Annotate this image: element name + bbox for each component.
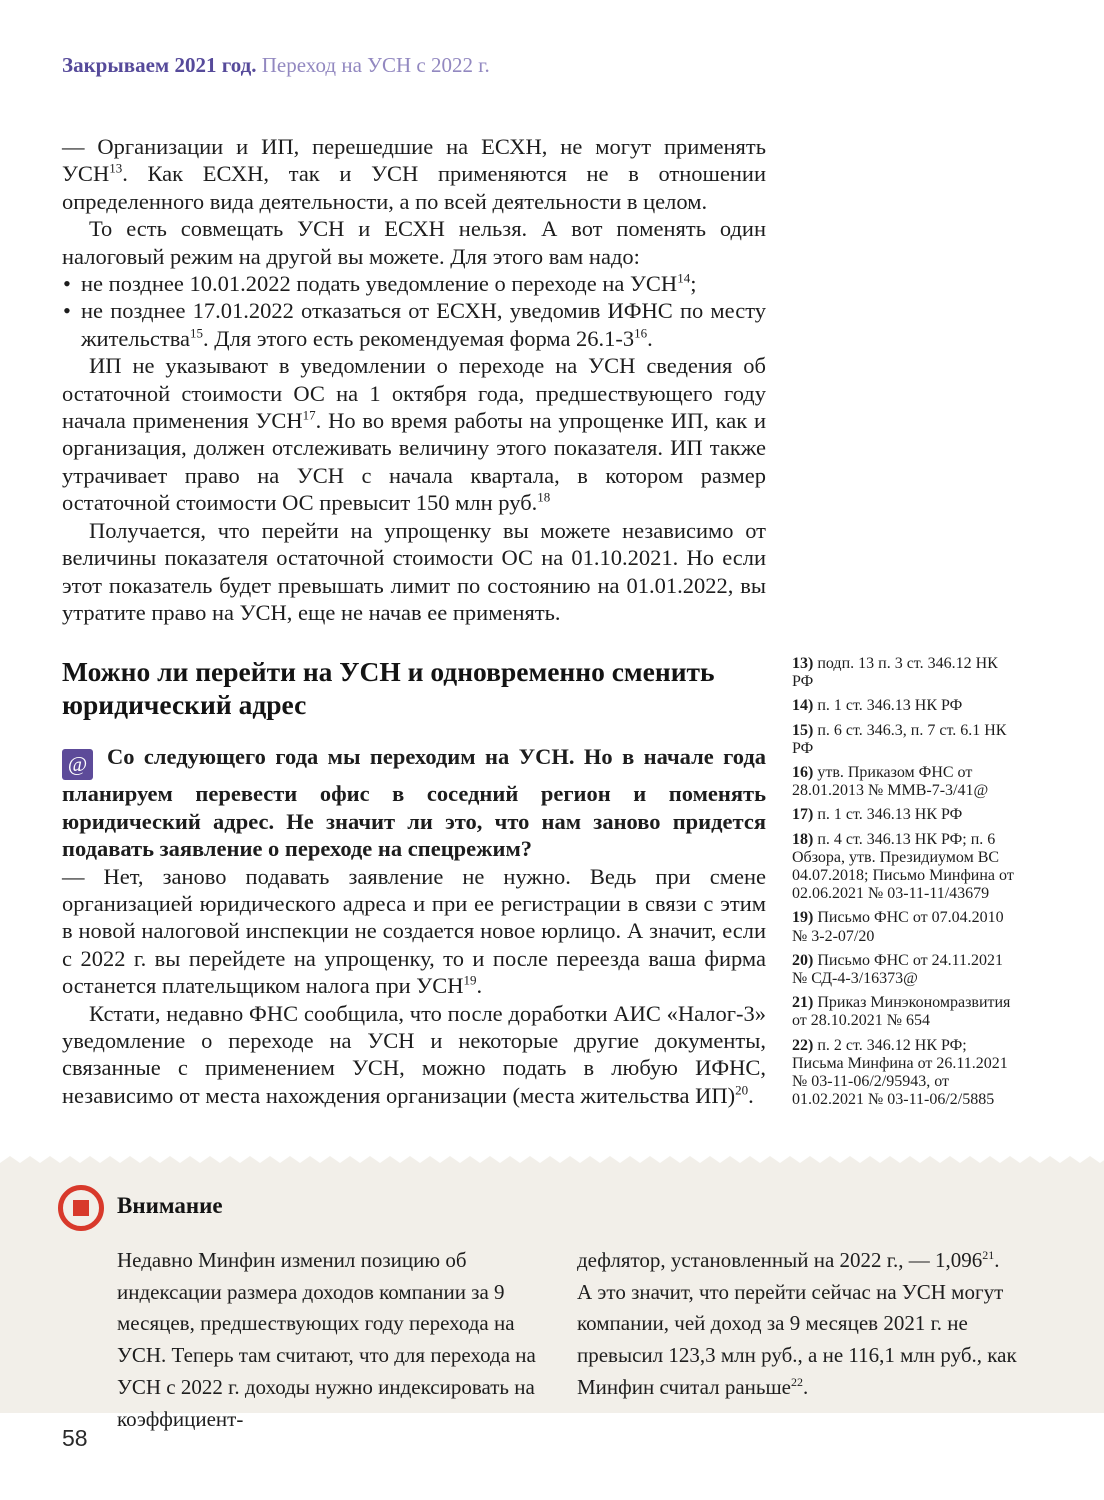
running-head [62,52,490,78]
footnote-marker: 15 [190,325,204,341]
body-paragraph: Кстати, недавно ФНС сообщила, что после доработки АИС «Налог-3» уведомление о переходе на УСН и некоторые другие документы, связанные с применением УСН, можно подать в любую ИФНС, независимо от места нахождения организации (места жительства ИП)$^{20}$. [62,1000,766,1108]
footnote-number: 19) [792,909,818,927]
running-head-section: Закрываем 2021 год. [62,53,257,77]
footnote-number: 16) [792,764,818,782]
attention-icon [58,1185,104,1231]
article-paragraphs [62,133,766,626]
footnote-number: 14) [792,697,818,715]
footnote-number: 21) [792,994,818,1012]
footnote-number: 13) [792,655,818,672]
footnote-marker: 16 [634,325,648,341]
footnote-item: 15) п. 6 ст. 346.3, п. 7 ст. 6.1 НК РФ [792,721,1007,757]
article-body [62,133,766,1109]
body-paragraph: — Нет, заново подавать заявление не нужно. Ведь при смене организацией юридического адреса и при ее регистрации в связи с этим в новой налоговой инспекции не создается новое юрлицо. А значит, если с 2022 г. вы перейдете на упрощенку, то и после переезда ваша фирма останется плательщиком налога при УСН$^{19}$. [62,863,766,999]
footnote-item: 21) Приказ Минэкономразвития от 28.10.2021 № 654 [792,994,1011,1030]
footnote-marker: 21 [982,1248,995,1262]
body-paragraph: ИП не указывают в уведомлении о переходе на УСН сведения об остаточной стоимости ОС на 1 октября года, предшествующего году начала применения УСН$^{17}$. Но во время работы на упрощенке ИП, как и организация, должен отслеживать величину этого показателя. ИП также утрачивает право на УСН с начала квартала, в котором размер остаточной стоимости ОС превысит 150 млн руб.$^{18}$ [62,353,766,516]
footnote-item: 13) подп. 13 п. 3 ст. 346.12 НК РФ [792,655,998,691]
footnote-marker: 20 [735,1082,749,1098]
footnote-item: 18) п. 4 ст. 346.13 НК РФ; п. 6 Обзора, утв. Президиумом ВС 04.07.2018; Письмо Минфина от 02.06.2021 № 03-11-11/43679 [792,830,1014,903]
body-paragraph: • не позднее 10.01.2022 подать уведомление о переходе на УСН$^{14}$; [62,270,766,297]
attention-text-left: Недавно Минфин изменил позицию об индексации размера доходов компании за 9 месяцев, предшествующих году перехода на УСН. Теперь там считают, что для перехода на УСН с 2022 г. доходы нужно индексировать на коэффициент- [117,1248,536,1431]
reader-question [62,743,766,862]
attention-title: Внимание [117,1193,223,1218]
footnotes-sidebar [792,655,1018,1115]
attention-text-right: дефлятор, установленный на 2022 г., — 1,096$^{21}$. А это значит, что перейти сейчас на УСН могут компании, чей доход за 9 месяцев 2021 г. не превысил 123,3 млн руб., а не 116,1 млн руб., как Минфин считал раньше$^{22}$. [577,1248,1017,1399]
section-heading: Можно ли перейти на УСН и одновременно сменить юридический адрес [62,656,715,721]
footnote-item: 17) п. 1 ст. 346.13 НК РФ [792,806,963,824]
attention-panel [0,1163,1104,1431]
body-paragraph: То есть совмещать УСН и ЕСХН нельзя. А вот поменять один налоговый режим на другой вы можете. Для этого вам надо: [62,216,766,269]
footnote-item: 20) Письмо ФНС от 24.11.2021 № СД-4-3/16373@ [792,951,1004,988]
footnote-number: 22) [792,1036,818,1054]
attention-zigzag-edge [0,1156,1104,1163]
body-paragraph: • не позднее 17.01.2022 отказаться от ЕСХН, уведомив ИФНС по месту жительства$^{15}$. Для этого есть рекомендуемая форма $26.1-3^{16}$. [62,297,766,352]
footnote-marker: 13 [109,160,123,176]
footnote-number: 17) [792,806,818,824]
footnote-marker: 22 [790,1374,803,1389]
at-icon: @ [62,749,93,780]
running-head-topic: Переход на УСН с 2022 г. [261,53,490,77]
footnote-number: 18) [792,830,818,848]
footnote-marker: 17 [302,407,316,423]
footnote-item: 22) п. 2 ст. 346.12 НК РФ; Письма Минфина от 26.11.2021 № 03-11-06/2/95943, от 01.02.2021 № 03-11-06/2/5885 [792,1036,1008,1109]
footnote-item: 14) п. 1 ст. 346.13 НК РФ [792,697,963,715]
footnote-marker: 18 [537,489,551,505]
footnote-item: 19) Письмо ФНС от 07.04.2010 № 3-2-07/20 [792,909,1004,945]
body-paragraph: Получается, что перейти на упрощенку вы можете независимо от величины показателя остаточной стоимости ОС на 01.10.2021. Но если этот показатель будет превышать лимит по состоянию на 01.01.2022, вы утратите право на УСН, еще не начав ее применять. [62,517,766,625]
footnote-item: 16) утв. Приказом ФНС от 28.01.2013 № ММВ-7-3/41@ [792,764,989,800]
page-number: 58 [62,1425,88,1451]
footnote-marker: 19 [463,972,477,988]
footnote-marker: 14 [677,270,691,286]
answer-paragraphs [62,863,766,1110]
footnote-number: 20) [792,951,818,969]
body-paragraph: — Организации и ИП, перешедшие на ЕСХН, не могут применять УСН$^{13}$. Как ЕСХН, так и УСН применяются не в отношении определенного вида деятельности, а по всей деятельности в целом. [62,134,766,214]
footnote-number: 15) [792,721,818,739]
question-text: Со следующего года мы переходим на УСН. Но в начале года планируем перевести офис в соседний регион и поменять юридический адрес. Не значит ли это, что нам заново придется подавать заявление о переходе на спецрежим? [62,744,766,862]
